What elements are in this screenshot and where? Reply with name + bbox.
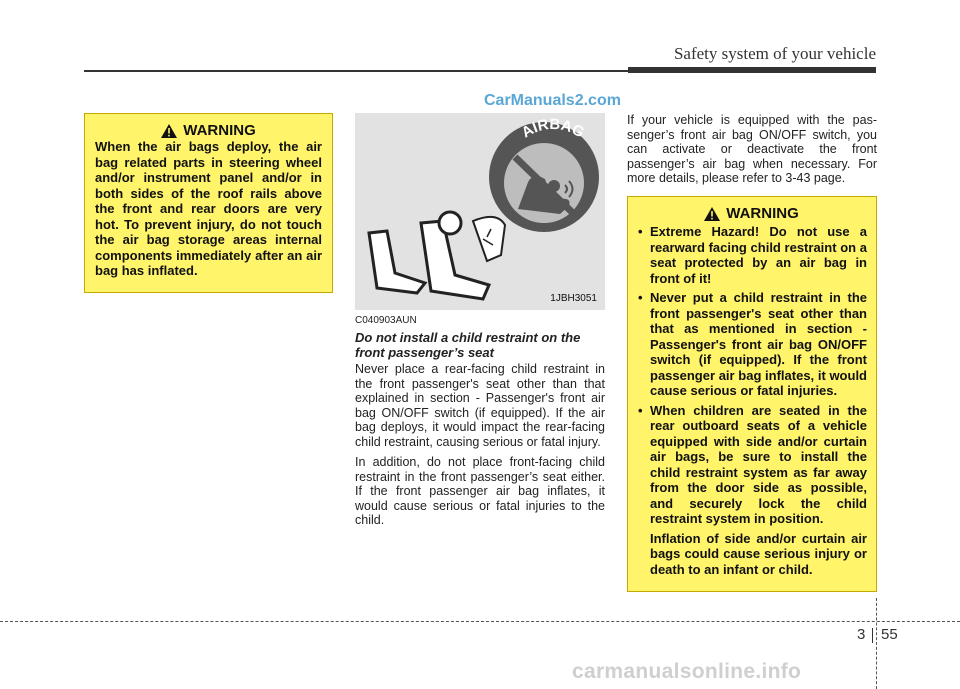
- warning-bullet: • Never put a child restraint in the front passenger's seat other than that as mentioned in section - Passenger's front air bag ON/OFF switch (if equipped). If the front passenger air bag inflates, it would cause serious or fatal injuries.: [636, 290, 867, 399]
- section-body: [355, 362, 605, 534]
- warning-box-right: [627, 196, 877, 592]
- watermark-top: CarManuals2.com: [484, 92, 621, 109]
- header-bar: [628, 67, 876, 73]
- airbag-figure: [355, 113, 605, 310]
- seat-illustration: [369, 212, 505, 299]
- section-heading: Do not install a child restraint on the front passenger’s seat: [355, 330, 581, 360]
- warning-title-left: [95, 122, 322, 139]
- page-number: 55: [881, 626, 898, 643]
- airbag-illustration: [355, 113, 605, 310]
- right-column-intro: [627, 113, 877, 192]
- figure-code: 1JBH3051: [550, 293, 597, 304]
- warning-list-right: [636, 224, 867, 577]
- airbag-badge-text: AIRBAG: [518, 115, 588, 142]
- warning-box-left: [84, 113, 333, 293]
- watermark-bottom: carmanualsonline.info: [572, 660, 802, 683]
- section-paragraph-2: In addition, do not place front-facing child restraint in the front passenger’s seat either. If the front passenger air bag inflates, it would cause serious or fatal injuries to the child.: [355, 455, 605, 527]
- warning-triangle-icon: [161, 124, 177, 138]
- warning-text-left: When the air bags deploy, the air bag related parts in steering wheel and/or instrument panel and/or in both sides of the roof rails above the front and rear doors are very hot. To prevent injury, do not touch the air bag storage areas internal components immediately after an air bag has inflated.: [95, 139, 322, 278]
- warning-title-text: WARNING: [726, 205, 799, 222]
- warning-triangle-icon: [704, 207, 720, 221]
- footer-rule: [0, 621, 960, 622]
- section-code: C040903AUN: [355, 315, 417, 326]
- warning-extra-text: Inflation of side and/or curtain air bags could cause serious injury or death to an infant or child.: [650, 530, 867, 577]
- warning-title-text: WARNING: [183, 122, 256, 139]
- intro-paragraph: If your vehicle is equipped with the pas-senger’s front air bag ON/OFF switch, you can activate or deactivate the front passenger’s air bag when necessary. For more details, please refer to 3-43 page.: [627, 113, 877, 185]
- page-number-separator: [872, 628, 873, 643]
- no-child-seat-icon: [489, 116, 599, 232]
- footer-divider: [876, 598, 877, 689]
- warning-bullet: • Extreme Hazard! Do not use a rearward facing child restraint on a seat protected by an air bag in front of it!: [636, 224, 867, 286]
- warning-title-right: [636, 205, 867, 222]
- chapter-number: 3: [857, 626, 866, 643]
- section-paragraph-1: Never place a rear-facing child restraint in the front passenger's seat other than that explained in section - Passenger's front air bag ON/OFF switch (if equipped). If the air bag deploys, it would impact the rear-facing child restraint, causing serious or fatal injury.: [355, 362, 605, 449]
- page-header-title: Safety system of your vehicle: [673, 44, 876, 63]
- warning-bullet: • When children are seated in the rear outboard seats of a vehicle equipped with side and/or curtain air bags, be sure to install the child restraint system as far away from the door side as possible, and securely lock the child restraint system in position.: [636, 403, 867, 527]
